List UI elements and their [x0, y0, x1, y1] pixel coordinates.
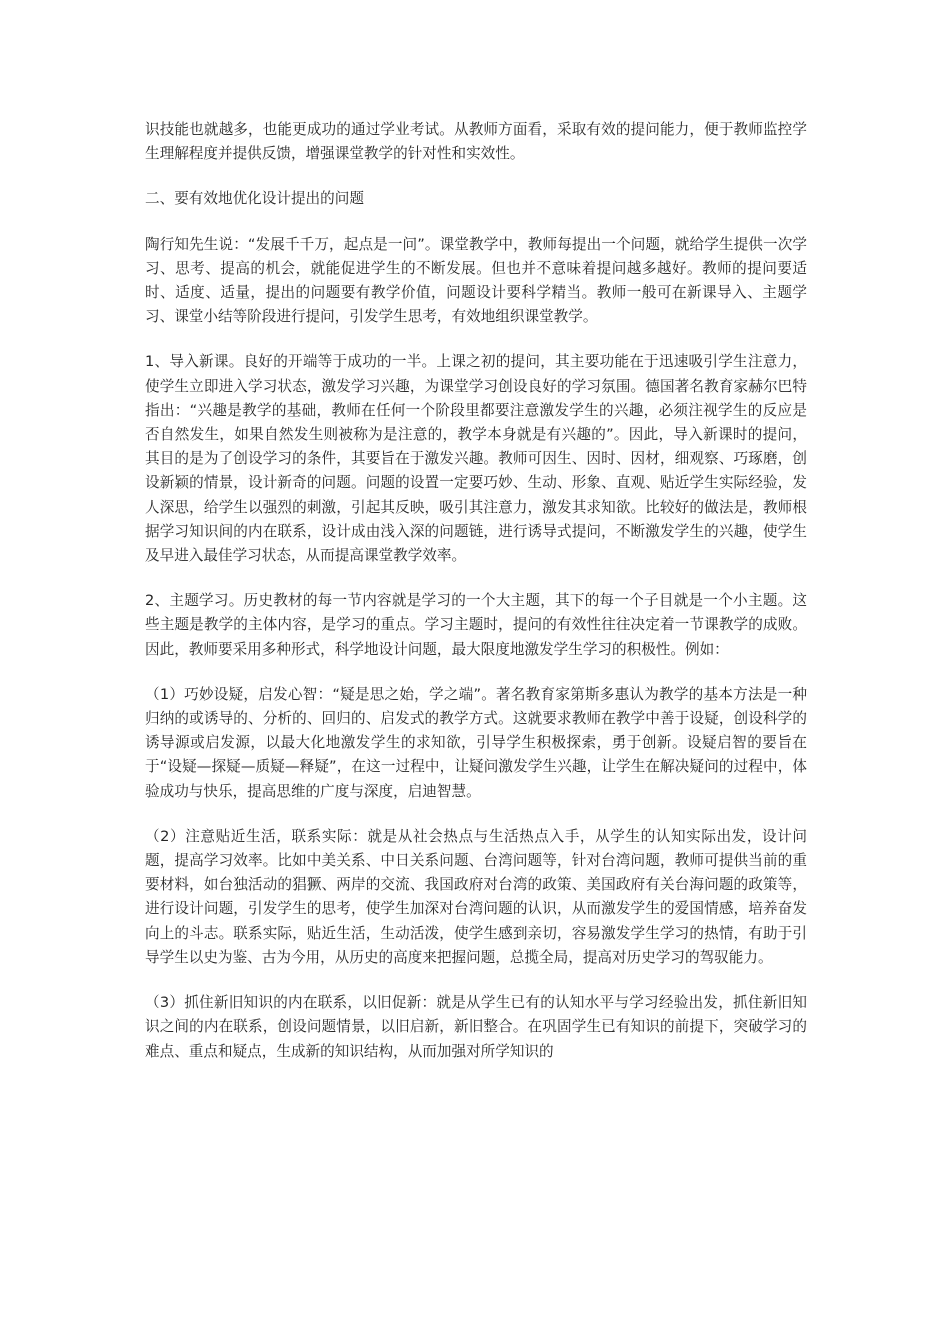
paragraph-item-1-new-lesson: 1、导入新课。良好的开端等于成功的一半。上课之初的提问，其主要功能在于迅速吸引学生注意力，使学生立即进入学习状态，激发学习兴趣，为课堂学习创设良好的学习氛围。德国著名教育家赫尔巴特指出：“兴趣是教学的基础，教师在任何一个阶段里都要注意激发学生的兴趣，必须注视学生的反应是否自然发生，如果自然发生则被称为是注意的，教学本身就是有兴趣的”。因此，导入新课时的提问，其目的是为了创设学习的条件，其要旨在于激发兴趣。教师可因生、因时、因材，细观察、巧琢磨，创设新颖的情景，设计新奇的问题。问题的设置一定要巧妙、生动、形象、直观、贴近学生实际经验，发人深思，给学生以强烈的刺激，引起其反映，吸引其注意力，激发其求知欲。比较好的做法是，教师根据学习知识间的内在联系，设计成由浅入深的问题链，进行诱导式提问，不断激发学生的兴趣，使学生及早进入最佳学习状态，从而提高课堂教学效率。	[145, 353, 807, 565]
paragraph-tao-xingzhi-quote: 陶行知先生说：“发展千千万，起点是一问”。课堂教学中，教师每提出一个问题，就给学生提供一次学习、思考、提高的机会，就能促进学生的不断发展。但也并不意味着提问越多越好。教师的提问要适时、适度、适量，提出的问题要有教学价值，问题设计要科学精当。教师一般可在新课导入、主题学习、课堂小结等阶段进行提问，引发学生思考，有效地组织课堂教学。	[145, 235, 807, 326]
paragraph-subitem-3: （3）抓住新旧知识的内在联系，以旧促新：就是从学生已有的认知水平与学习经验出发，抓住新旧知识之间的内在联系，创设问题情景，以旧启新，新旧整合。在巩固学生已有知识的前提下，突破学习的难点、重点和疑点，生成新的知识结构，从而加强对所学知识的	[145, 994, 807, 1060]
document-body	[145, 118, 807, 1085]
paragraph-subitem-1: （1）巧妙设疑，启发心智：“疑是思之始，学之端”。著名教育家第斯多惠认为教学的基本方法是一种归纳的或诱导的、分析的、回归的、启发式的教学方式。这就要求教师在教学中善于设疑，创设科学的诱导源或启发源，以最大化地激发学生的求知欲，引导学生积极探索，勇于创新。设疑启智的要旨在于“设疑—探疑—质疑—释疑”，在这一过程中，让疑问激发学生兴趣，让学生在解决疑问的过程中，体验成功与快乐，提高思维的广度与深度，启迪智慧。	[145, 685, 807, 800]
paragraph-subitem-2: （2）注意贴近生活，联系实际：就是从社会热点与生活热点入手，从学生的认知实际出发，设计问题，提高学习效率。比如中美关系、中日关系问题、台湾问题等，针对台湾问题，教师可提供当前的重要材料，如台独活动的猖獗、两岸的交流、我国政府对台湾的政策、美国政府有关台海问题的政策等，进行设计问题，引发学生的思考，使学生加深对台湾问题的认识，从而激发学生的爱国情感，培养奋发向上的斗志。联系实际，贴近生活，生动活泼，使学生感到亲切，容易激发学生学习的热情，有助于引导学生以史为鉴、古为今用，从历史的高度来把握问题，总揽全局，提高对历史学习的驾驭能力。	[145, 827, 807, 966]
section-heading-2: 二、要有效地优化设计提出的问题	[145, 190, 364, 208]
paragraph-intro-continuation: 识技能也就越多，也能更成功的通过学业考试。从教师方面看，采取有效的提问能力，便于教师监控学生理解程度并提供反馈，增强课堂教学的针对性和实效性。	[145, 121, 807, 163]
paragraph-item-2-topic-learning: 2、主题学习。历史教材的每一节内容就是学习的一个大主题，其下的每一个子目就是一个小主题。这些主题是教学的主体内容，是学习的重点。学习主题时，提问的有效性往往决定着一节课教学的成败。因此，教师要采用多种形式，科学地设计问题，最大限度地激发学生学习的积极性。例如：	[145, 592, 807, 658]
